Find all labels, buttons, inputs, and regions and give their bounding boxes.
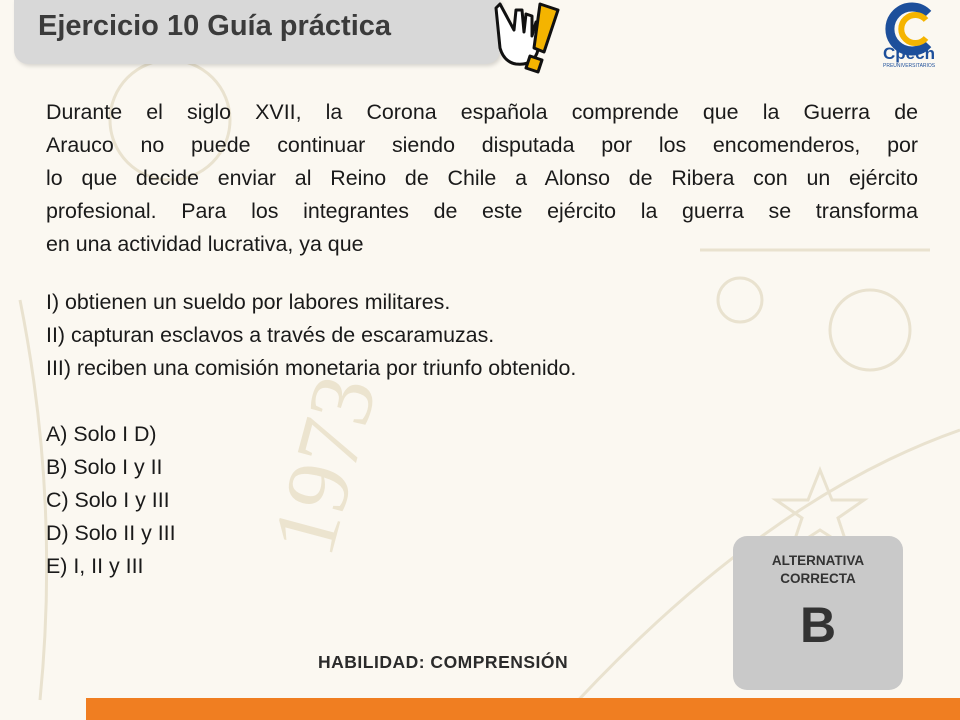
question-line: profesional. Para los integrantes de este ejército la guerra se transforma <box>46 199 918 223</box>
statement-item: II) capturan esclavos a través de escaramuzas. <box>46 323 495 347</box>
logo-subtitle: PREUNIVERSITARIOS <box>883 63 936 69</box>
question-text <box>46 96 918 261</box>
option-item: A) Solo I D) <box>46 422 157 446</box>
question-line: Arauco no puede continuar siendo disputada por los encomenderos, por <box>46 133 918 157</box>
logo-wordmark: Cpech <box>883 44 935 63</box>
skill-label: HABILIDAD: COMPRENSIÓN <box>318 652 569 672</box>
option-item: E) I, II y III <box>46 554 144 578</box>
statement-item: I) obtienen un sueldo por labores militares. <box>46 290 451 314</box>
correct-answer-label-line1: ALTERNATIVA <box>771 553 865 568</box>
page-title: Ejercicio 10 Guía práctica <box>38 10 392 42</box>
hand-pointer-icon <box>486 0 566 78</box>
question-line: lo que decide enviar al Reino de Chile a Alonso de Ribera con un ejército <box>46 166 918 190</box>
statement-item: III) reciben una comisión monetaria por triunfo obtenido. <box>46 356 577 380</box>
correct-answer-label-line2: CORRECTA <box>780 571 856 586</box>
question-line: Durante el siglo XVII, la Corona española comprende que la Guerra de <box>46 100 918 124</box>
bottom-accent-bar <box>86 698 960 720</box>
correct-answer-letter: B <box>799 597 837 653</box>
option-item: B) Solo I y II <box>46 455 163 479</box>
options-list <box>46 418 446 583</box>
svg-text:1973: 1973 <box>253 365 396 566</box>
option-item: C) Solo I y III <box>46 488 170 512</box>
correct-answer-label <box>733 552 903 588</box>
statements-list <box>46 286 806 385</box>
option-item: D) Solo II y III <box>46 521 176 545</box>
correct-answer-box <box>733 536 903 690</box>
question-line: en una actividad lucrativa, ya que <box>46 232 364 256</box>
